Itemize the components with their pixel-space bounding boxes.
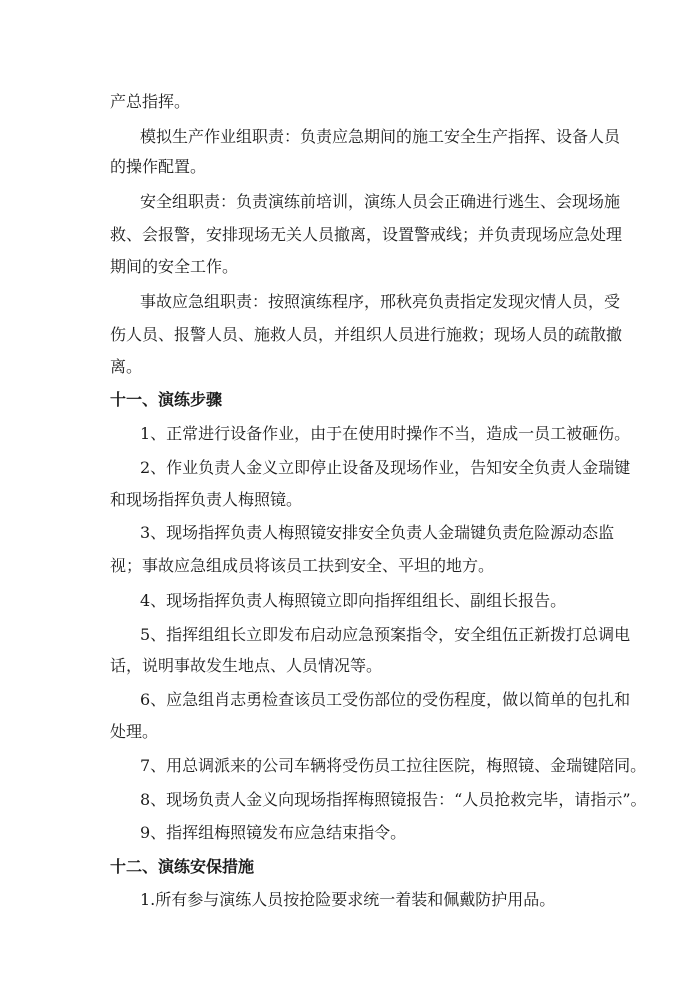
measure-line: 1.所有参与演练人员按抢险要求统一着装和佩戴防护用品。 <box>140 890 556 909</box>
step-line: 4、现场指挥负责人梅照镜立即向指挥组组长、副组长报告。 <box>140 591 567 610</box>
paragraph-line: 期间的安全工作。 <box>110 257 239 276</box>
step-line: 处理。 <box>110 722 159 741</box>
paragraph-line: 救、会报警，安排现场无关人员撤离，设置警戒线；并负责现场应急处理 <box>110 225 623 244</box>
paragraph-line: 安全组职责：负责演练前培训，演练人员会正确进行逃生、会现场施 <box>140 192 621 211</box>
step-line: 9、指挥组梅照镜发布应急结束指令。 <box>140 823 407 842</box>
paragraph-line: 伤人员、报警人员、施救人员，并组织人员进行施救；现场人员的疏散撤 <box>110 325 623 344</box>
step-line: 和现场指挥负责人梅照镜。 <box>110 490 303 509</box>
paragraph-line: 的操作配置。 <box>110 157 207 176</box>
section-heading: 十二、演练安保措施 <box>110 857 255 876</box>
step-line: 3、现场指挥负责人梅照镜安排安全负责人金瑞键负责危险源动态监 <box>140 523 615 542</box>
paragraph-line: 产总指挥。 <box>110 92 191 111</box>
step-line: 8、现场负责人金义向现场指挥梅照镜报告：“人员抢救完毕，请指示”。 <box>140 790 647 809</box>
step-line: 视；事故应急组成员将该员工扶到安全、平坦的地方。 <box>110 556 495 575</box>
paragraph-line: 模拟生产作业组职责：负责应急期间的施工安全生产指挥、设备人员 <box>140 127 621 146</box>
paragraph-line: 事故应急组职责：按照演练程序，邢秋亮负责指定发现灾情人员，受 <box>140 292 621 311</box>
section-heading: 十一、演练步骤 <box>110 390 223 409</box>
step-line: 话，说明事故发生地点、人员情况等。 <box>110 656 383 675</box>
step-line: 1、正常进行设备作业，由于在使用时操作不当，造成一员工被砸伤。 <box>140 424 631 443</box>
step-line: 5、指挥组组长立即发布启动应急预案指令，安全组伍正新拨打总调电 <box>140 625 631 644</box>
paragraph-line: 离。 <box>110 357 143 376</box>
step-line: 7、用总调派来的公司车辆将受伤员工拉往医院，梅照镜、金瑞键陪同。 <box>140 756 647 775</box>
step-line: 2、作业负责人金义立即停止设备及现场作业，告知安全负责人金瑞键 <box>140 458 631 477</box>
step-line: 6、应急组肖志勇检查该员工受伤部位的受伤程度，做以简单的包扎和 <box>140 690 631 709</box>
